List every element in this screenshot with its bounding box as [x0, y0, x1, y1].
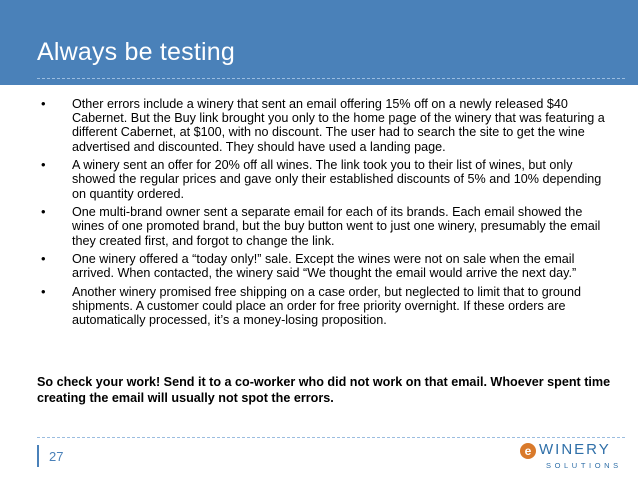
footer-divider	[37, 437, 625, 438]
bullet-item	[37, 285, 607, 328]
page-number: 27	[49, 449, 64, 464]
title-divider	[37, 78, 625, 79]
bullet-text: One winery offered a “today only!” sale. Except the wines were not on sale when the email arrived. When contacted, the winery said “We thought the email would arrive the next day.”	[72, 252, 577, 281]
bullet-text: A winery sent an offer for 20% off all wines. The link took you to their list of wines, but only showed the regular prices and gave only their established discounts of 5% and 10% depending on quantity ordered.	[72, 158, 602, 201]
bullet-text: Another winery promised free shipping on a case order, but neglected to limit that to ground shipments. A customer could place an order for free priority overnight. If these orders are automatically processed, it’s a money-losing proposition.	[72, 285, 581, 328]
title-bar	[0, 0, 638, 85]
bullet-item	[37, 97, 607, 154]
bullet-item	[37, 252, 607, 280]
bullet-item	[37, 158, 607, 201]
bullet-text: Other errors include a winery that sent an email offering 15% off on a newly released $40 Cabernet. But the Buy link brought you only to the home page of the winery that was featuring a different Cabernet, at $100, with no discount. The user had to search the site to get the wine advertised and discounted. They should have used a landing page.	[72, 97, 605, 154]
logo-wordmark: WINERY	[539, 441, 611, 458]
bullet-icon: •	[41, 157, 46, 173]
conclusion-text: So check your work! Send it to a co-worker who did not work on that email. Whoever spent time creating the email will usually not spot the errors.	[37, 375, 611, 405]
bullet-icon: •	[41, 204, 46, 220]
bullet-icon: •	[41, 96, 46, 111]
footer-accent-bar	[37, 445, 39, 467]
logo-tagline: SOLUTIONS	[546, 461, 622, 470]
bullet-text: One multi-brand owner sent a separate email for each of its brands. Each email showed the wines of one promoted brand, but the buy button went to just one winery, presumably the email they created first, and forgot to change the link.	[72, 205, 601, 248]
bullet-list	[37, 97, 607, 332]
logo-e-icon: e	[520, 443, 536, 459]
bullet-icon: •	[41, 251, 46, 267]
ewinery-logo	[520, 441, 628, 471]
bullet-icon: •	[41, 284, 46, 299]
slide-title: Always be testing	[37, 38, 235, 66]
bullet-item	[37, 205, 607, 248]
